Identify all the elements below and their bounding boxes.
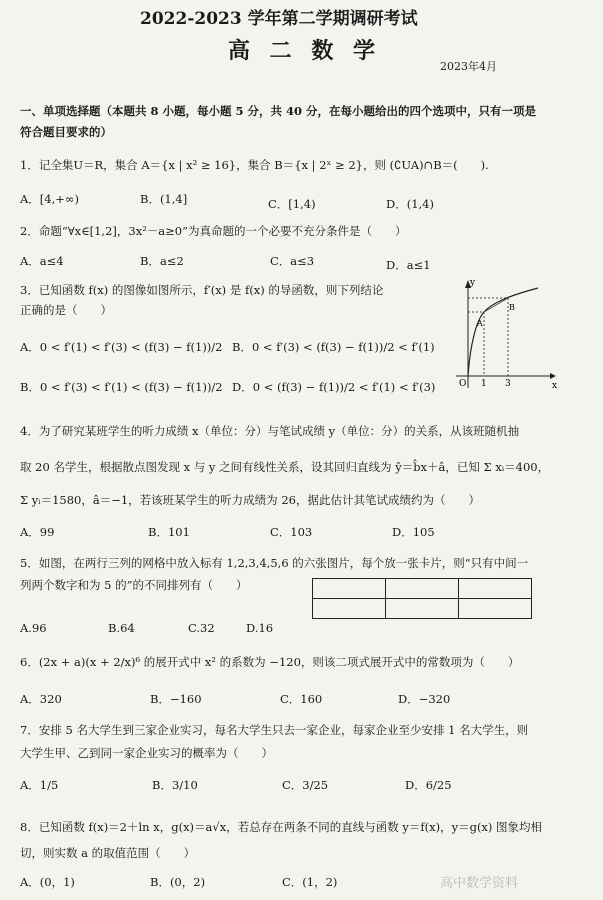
q8-option-c: C．(1，2) <box>282 875 338 889</box>
question-8-line2: 切，则实数 a 的取值范围（ ） <box>20 846 196 860</box>
q7-option-d: D．6/25 <box>405 778 452 792</box>
q1-option-c: C．[1,4) <box>268 197 316 211</box>
exam-title: 2022-2023 学年第二学期调研考试 <box>140 9 418 29</box>
q6-option-c: C．160 <box>280 692 323 706</box>
q7-option-b: B．3/10 <box>152 778 198 792</box>
q2-option-c: C．a≤3 <box>270 254 315 268</box>
question-8-line1: 8．已知函数 f(x)＝2＋ln x，g(x)＝a√x，若总存在两条不同的直线与函数 y＝f(x)，y＝g(x) 图象均相 <box>20 820 543 834</box>
label-point-a: A <box>477 319 483 328</box>
grid-cell <box>313 579 386 599</box>
q5-option-d: D.16 <box>246 621 274 635</box>
q3-option-a: A．0 < f′(1) < f′(3) < (f(3) − f(1))/2 <box>20 340 223 354</box>
q6-option-a: A．320 <box>20 692 62 706</box>
q1-option-b: B．(1,4] <box>140 192 188 206</box>
subject-title: 高 二 数 学 <box>228 38 381 64</box>
question-4-line1: 4．为了研究某班学生的听力成绩 x（单位：分）与笔试成绩 y（单位：分）的关系，从该班随机抽 <box>20 424 520 438</box>
q5-option-a: A.96 <box>20 621 47 635</box>
function-graph <box>448 276 558 396</box>
section-heading: 一、单项选择题（本题共 8 小题，每小题 5 分，共 40 分，在每小题给出的四个选项中，只有一项是 <box>20 104 537 118</box>
grid-cell <box>386 599 459 619</box>
label-point-b: B <box>509 303 515 312</box>
q7-option-c: C．3/25 <box>282 778 329 792</box>
q3-option-d: D．0 < (f(3) − f(1))/2 < f′(1) < f′(3) <box>232 380 436 394</box>
q2-option-d: D．a≤1 <box>386 258 431 272</box>
label-x: x <box>552 381 558 391</box>
q6-option-b: B．−160 <box>150 692 202 706</box>
question-2-stem: 2．命题“∀x∈[1,2]，3x²－a≥0”为真命题的一个必要不充分条件是（ ） <box>20 224 407 238</box>
x-axis-arrow-icon <box>550 373 556 379</box>
question-5-line1: 5．如图，在两行三列的网格中放入标有 1,2,3,4,5,6 的六张图片，每个放一张卡片，则“只有中间一 <box>20 556 529 570</box>
question-4-line3: Σ yᵢ＝1580，â＝−1，若该班某学生的听力成绩为 26，据此估计其笔试成绩约为（ ） <box>20 493 480 507</box>
question-7-line2: 大学生甲、乙到同一家企业实习的概率为（ ） <box>20 746 273 760</box>
exam-date: 2023年4月 <box>440 60 497 73</box>
question-3-stem-cont: 正确的是（ ） <box>20 303 112 317</box>
q8-option-b: B．(0，2) <box>150 875 206 889</box>
grid-cell <box>386 579 459 599</box>
grid-cell <box>459 599 532 619</box>
grid-cell <box>313 599 386 619</box>
question-7-line1: 7．安排 5 名大学生到三家企业实习，每名大学生只去一家企业，每家企业至少安排 1 名大学生，则 <box>20 723 529 737</box>
label-origin: O <box>459 379 467 389</box>
q4-option-c: C．103 <box>270 525 313 539</box>
q1-option-a: A．[4,+∞) <box>20 192 79 206</box>
q4-option-d: D．105 <box>392 525 435 539</box>
q3-option-c: B．0 < f′(3) < f′(1) < (f(3) − f(1))/2 <box>20 380 223 394</box>
q4-option-b: B．101 <box>148 525 190 539</box>
question-6-stem: 6．(2x + a)(x + 2/x)⁶ 的展开式中 x² 的系数为 −120，则该二项式展开式中的常数项为（ ） <box>20 655 520 669</box>
q4-option-a: A．99 <box>20 525 55 539</box>
section-heading-cont: 符合题目要求的） <box>20 125 112 139</box>
q7-option-a: A．1/5 <box>20 778 59 792</box>
question-1-stem: 1．记全集U＝R，集合 A＝{x | x² ≥ 16}，集合 B＝{x | 2ˣ ≥ 2}，则 (∁UA)∩B＝( ). <box>20 158 489 172</box>
grid-cell <box>459 579 532 599</box>
q8-option-a: A．(0，1) <box>20 875 75 889</box>
q2-option-b: B．a≤2 <box>140 254 184 268</box>
question-3-stem: 3．已知函数 f(x) 的图像如图所示，f′(x) 是 f(x) 的导函数，则下列结论 <box>20 283 384 297</box>
watermark-text: 高中数学资料 <box>440 876 519 891</box>
q5-option-b: B.64 <box>108 621 135 635</box>
label-y: y <box>470 278 476 288</box>
q5-option-c: C.32 <box>188 621 215 635</box>
question-5-line2: 列两个数字和为 5 的”的不同排列有（ ） <box>20 578 248 592</box>
card-grid <box>312 578 532 619</box>
label-one: 1 <box>481 379 487 389</box>
label-three: 3 <box>505 379 511 389</box>
q1-option-d: D．(1,4) <box>386 197 434 211</box>
question-4-line2: 取 20 名学生，根据散点图发现 x 与 y 之间有线性关系，设其回归直线为 ŷ＝b̂x＋â，已知 Σ xᵢ＝400， <box>20 460 550 474</box>
q2-option-a: A．a≤4 <box>20 254 64 268</box>
q3-option-b: B．0 < f′(3) < (f(3) − f(1))/2 < f′(1) <box>232 340 435 354</box>
q6-option-d: D．−320 <box>398 692 451 706</box>
secant-ab <box>484 298 508 312</box>
